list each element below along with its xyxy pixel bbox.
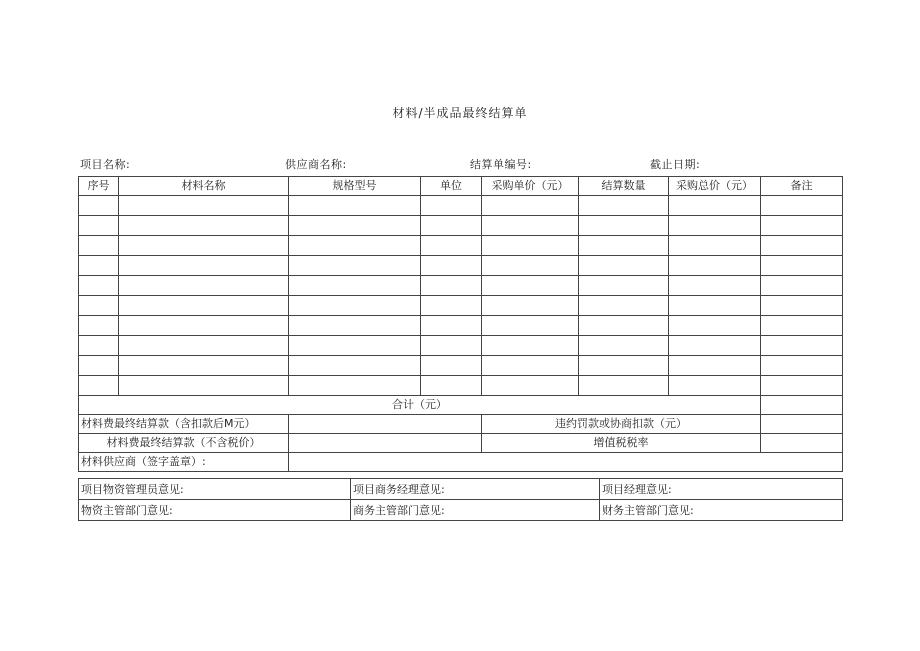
table-cell[interactable] <box>79 256 119 276</box>
table-cell[interactable] <box>79 276 119 296</box>
finance-dept-opinion[interactable]: 财务主管部门意见: <box>600 500 843 521</box>
approval-table <box>78 478 843 521</box>
material-dept-opinion[interactable]: 物资主管部门意见: <box>79 500 351 521</box>
final-amount-incl-value[interactable] <box>289 415 482 434</box>
table-cell[interactable] <box>761 356 843 376</box>
table-cell[interactable] <box>761 236 843 256</box>
table-cell[interactable] <box>482 276 579 296</box>
table-cell[interactable] <box>289 236 421 256</box>
table-cell[interactable] <box>579 316 669 336</box>
total-row <box>79 396 843 415</box>
table-cell[interactable] <box>579 296 669 316</box>
table-header-row <box>79 177 843 196</box>
approval-row-2 <box>79 500 843 521</box>
table-cell[interactable] <box>289 376 421 396</box>
table-cell[interactable] <box>119 376 289 396</box>
table-cell[interactable] <box>482 196 579 216</box>
table-cell[interactable] <box>289 356 421 376</box>
table-cell[interactable] <box>119 296 289 316</box>
table-row <box>79 276 843 296</box>
table-cell[interactable] <box>421 316 482 336</box>
table-cell[interactable] <box>579 336 669 356</box>
table-cell[interactable] <box>289 296 421 316</box>
header-spec: 规格型号 <box>289 177 421 196</box>
table-cell[interactable] <box>482 356 579 376</box>
penalty-label: 违约罚款或协商扣款（元） <box>482 415 761 434</box>
project-commercial-manager-opinion[interactable]: 项目商务经理意见: <box>351 479 600 500</box>
header-seq: 序号 <box>79 177 119 196</box>
table-cell[interactable] <box>79 196 119 216</box>
total-value-cell[interactable] <box>761 396 843 415</box>
deadline-label: 截止日期: <box>650 158 701 171</box>
table-row <box>79 356 843 376</box>
header-unit: 单位 <box>421 177 482 196</box>
table-cell[interactable] <box>421 356 482 376</box>
vat-rate-label: 增值税税率 <box>482 434 761 453</box>
table-cell[interactable] <box>579 356 669 376</box>
table-cell[interactable] <box>421 376 482 396</box>
supplier-sign-label: 材料供应商（签字盖章）: <box>79 453 289 472</box>
table-cell[interactable] <box>761 296 843 316</box>
supplier-sign-value[interactable] <box>289 453 843 472</box>
table-cell[interactable] <box>119 196 289 216</box>
final-amount-excl-row <box>79 434 843 453</box>
table-cell[interactable] <box>79 336 119 356</box>
table-cell[interactable] <box>669 196 761 216</box>
table-cell[interactable] <box>669 356 761 376</box>
table-cell[interactable] <box>421 296 482 316</box>
table-row <box>79 236 843 256</box>
table-cell[interactable] <box>669 376 761 396</box>
table-cell[interactable] <box>482 256 579 276</box>
header-unit-price: 采购单价（元） <box>482 177 579 196</box>
table-cell[interactable] <box>579 256 669 276</box>
table-cell[interactable] <box>79 316 119 336</box>
table-cell[interactable] <box>79 356 119 376</box>
table-cell[interactable] <box>669 216 761 236</box>
final-amount-incl-row <box>79 415 843 434</box>
table-row <box>79 316 843 336</box>
table-cell[interactable] <box>79 236 119 256</box>
table-cell[interactable] <box>421 196 482 216</box>
table-cell[interactable] <box>761 196 843 216</box>
table-cell[interactable] <box>289 276 421 296</box>
table-row <box>79 376 843 396</box>
table-cell[interactable] <box>761 276 843 296</box>
table-cell[interactable] <box>579 196 669 216</box>
table-cell[interactable] <box>79 376 119 396</box>
table-cell[interactable] <box>669 276 761 296</box>
table-cell[interactable] <box>579 236 669 256</box>
table-cell[interactable] <box>669 296 761 316</box>
table-cell[interactable] <box>289 316 421 336</box>
table-cell[interactable] <box>289 256 421 276</box>
header-quantity: 结算数量 <box>579 177 669 196</box>
table-cell[interactable] <box>761 376 843 396</box>
table-cell[interactable] <box>579 276 669 296</box>
settlement-no-label: 结算单编号: <box>470 158 532 171</box>
table-cell[interactable] <box>669 336 761 356</box>
supplier-sign-row <box>79 453 843 472</box>
table-row <box>79 296 843 316</box>
table-cell[interactable] <box>669 316 761 336</box>
document-title: 材料/半成品最终结算单 <box>392 106 528 120</box>
table-cell[interactable] <box>761 336 843 356</box>
table-cell[interactable] <box>421 256 482 276</box>
table-cell[interactable] <box>421 236 482 256</box>
project-manager-opinion[interactable]: 项目经理意见: <box>600 479 843 500</box>
table-cell[interactable] <box>119 336 289 356</box>
table-row <box>79 216 843 236</box>
penalty-value[interactable] <box>761 415 843 434</box>
table-cell[interactable] <box>289 216 421 236</box>
vat-rate-value[interactable] <box>761 434 843 453</box>
table-row <box>79 256 843 276</box>
table-cell[interactable] <box>761 316 843 336</box>
table-cell[interactable] <box>421 216 482 236</box>
project-name-label: 项目名称: <box>80 158 131 171</box>
table-cell[interactable] <box>289 336 421 356</box>
table-cell[interactable] <box>119 316 289 336</box>
header-total-price: 采购总价（元） <box>669 177 761 196</box>
final-amount-excl-value[interactable] <box>289 434 482 453</box>
table-cell[interactable] <box>119 276 289 296</box>
material-admin-opinion[interactable]: 项目物资管理员意见: <box>79 479 351 500</box>
table-cell[interactable] <box>482 336 579 356</box>
table-cell[interactable] <box>79 296 119 316</box>
header-remarks: 备注 <box>761 177 843 196</box>
table-cell[interactable] <box>119 236 289 256</box>
table-row <box>79 336 843 356</box>
table-row <box>79 196 843 216</box>
table-cell[interactable] <box>119 356 289 376</box>
approval-row-1 <box>79 479 843 500</box>
table-cell[interactable] <box>761 256 843 276</box>
settlement-table <box>78 176 843 472</box>
table-cell[interactable] <box>579 376 669 396</box>
header-material-name: 材料名称 <box>119 177 289 196</box>
table-cell[interactable] <box>421 276 482 296</box>
table-cell[interactable] <box>289 196 421 216</box>
table-cell[interactable] <box>669 256 761 276</box>
commercial-dept-opinion[interactable]: 商务主管部门意见: <box>351 500 600 521</box>
final-amount-excl-label: 材料费最终结算款（不含税价） <box>79 434 289 453</box>
final-amount-incl-label: 材料费最终结算款（含扣款后M元） <box>79 415 289 434</box>
table-cell[interactable] <box>482 296 579 316</box>
table-cell[interactable] <box>669 236 761 256</box>
table-cell[interactable] <box>79 216 119 236</box>
table-cell[interactable] <box>119 216 289 236</box>
table-cell[interactable] <box>482 316 579 336</box>
table-cell[interactable] <box>482 216 579 236</box>
table-cell[interactable] <box>579 216 669 236</box>
table-cell[interactable] <box>482 236 579 256</box>
total-label: 合计（元） <box>79 396 761 415</box>
table-cell[interactable] <box>482 376 579 396</box>
table-cell[interactable] <box>421 336 482 356</box>
table-cell[interactable] <box>119 256 289 276</box>
table-cell[interactable] <box>761 216 843 236</box>
supplier-name-label: 供应商名称: <box>285 158 347 171</box>
